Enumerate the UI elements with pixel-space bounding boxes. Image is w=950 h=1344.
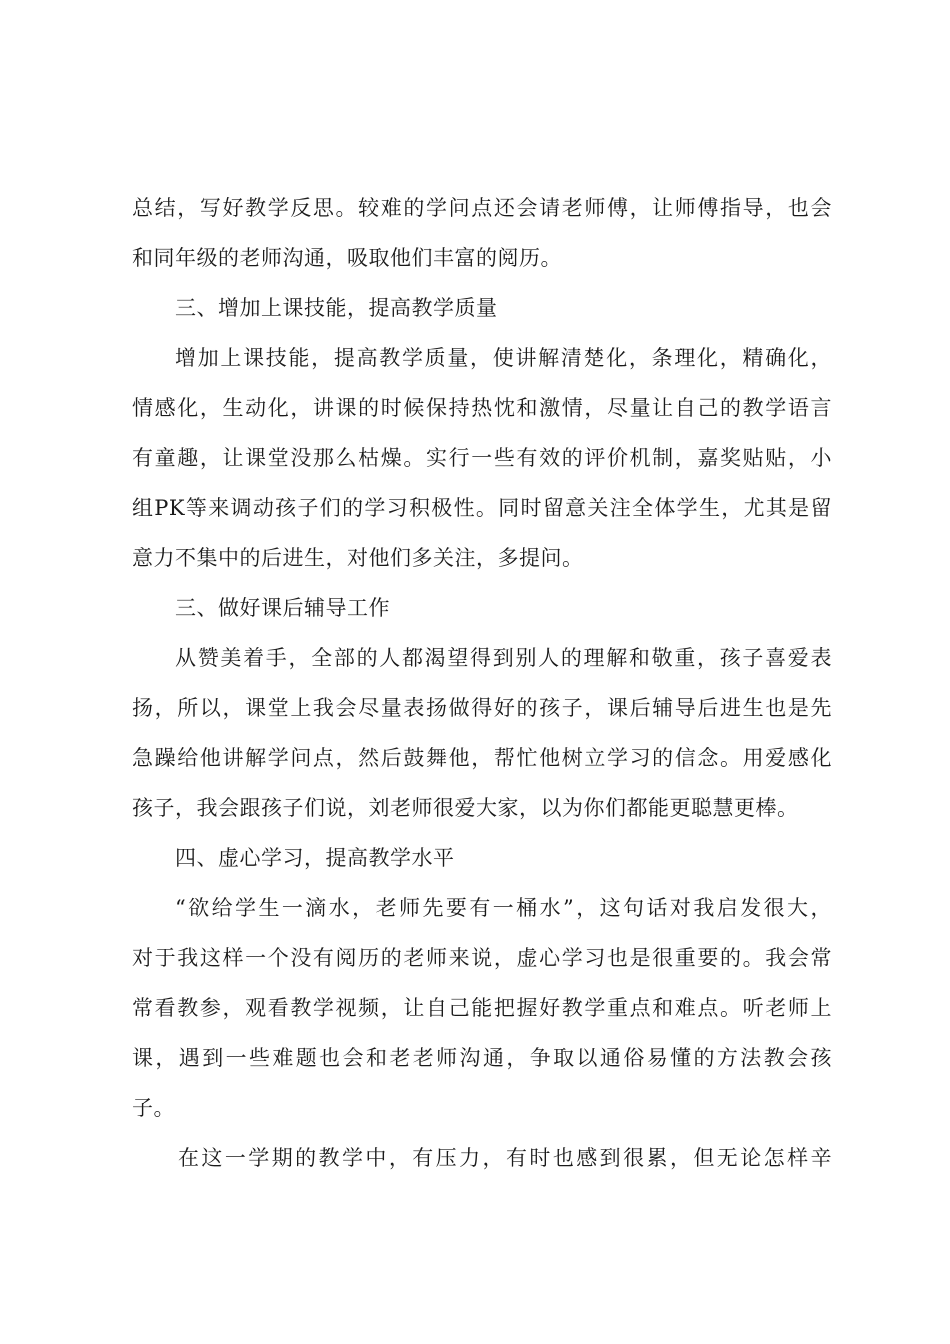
text-line: 情感化，生动化，讲课的时候保持热忱和激情，尽量让自己的教学语言 <box>132 396 832 420</box>
text-line: 在这一学期的教学中，有压力，有时也感到很累，但无论怎样辛 <box>178 1146 832 1170</box>
text-line: 子。 <box>132 1096 175 1120</box>
text-line: 课，遇到一些难题也会和老老师沟通，争取以通俗易懂的方法教会孩 <box>132 1046 832 1070</box>
text-line: 和同年级的老师沟通，吸取他们丰富的阅历。 <box>132 246 562 270</box>
section-heading: 三、做好课后辅导工作 <box>175 596 390 620</box>
text-line: 急躁给他讲解学问点，然后鼓舞他，帮忙他树立学习的信念。用爱感化 <box>132 746 832 770</box>
text-line: 组PK等来调动孩子们的学习积极性。同时留意关注全体学生，尤其是留 <box>132 496 832 520</box>
text-line: 意力不集中的后进生，对他们多关注，多提问。 <box>132 546 584 570</box>
text-line: 从赞美着手，全部的人都渴望得到别人的理解和敬重，孩子喜爱表 <box>175 646 832 670</box>
text-line: “欲给学生一滴水，老师先要有一桶水”，这句话对我启发很大， <box>175 896 832 920</box>
text-line: 常看教参，观看教学视频，让自己能把握好教学重点和难点。听老师上 <box>132 996 832 1020</box>
text-line: 孩子，我会跟孩子们说，刘老师很爱大家，以为你们都能更聪慧更棒。 <box>132 796 799 820</box>
text-line: 总结，写好教学反思。较难的学问点还会请老师傅，让师傅指导，也会 <box>132 196 832 220</box>
text-line: 对于我这样一个没有阅历的老师来说，虚心学习也是很重要的。我会常 <box>132 946 832 970</box>
text-line: 有童趣，让课堂没那么枯燥。实行一些有效的评价机制，嘉奖贴贴，小 <box>132 446 832 470</box>
section-heading: 三、增加上课技能，提高教学质量 <box>175 296 498 320</box>
text-line: 增加上课技能，提高教学质量，使讲解清楚化，条理化，精确化， <box>175 346 832 370</box>
section-heading: 四、虚心学习，提高教学水平 <box>175 846 455 870</box>
text-line: 扬，所以，课堂上我会尽量表扬做得好的孩子，课后辅导后进生也是先 <box>132 696 832 720</box>
